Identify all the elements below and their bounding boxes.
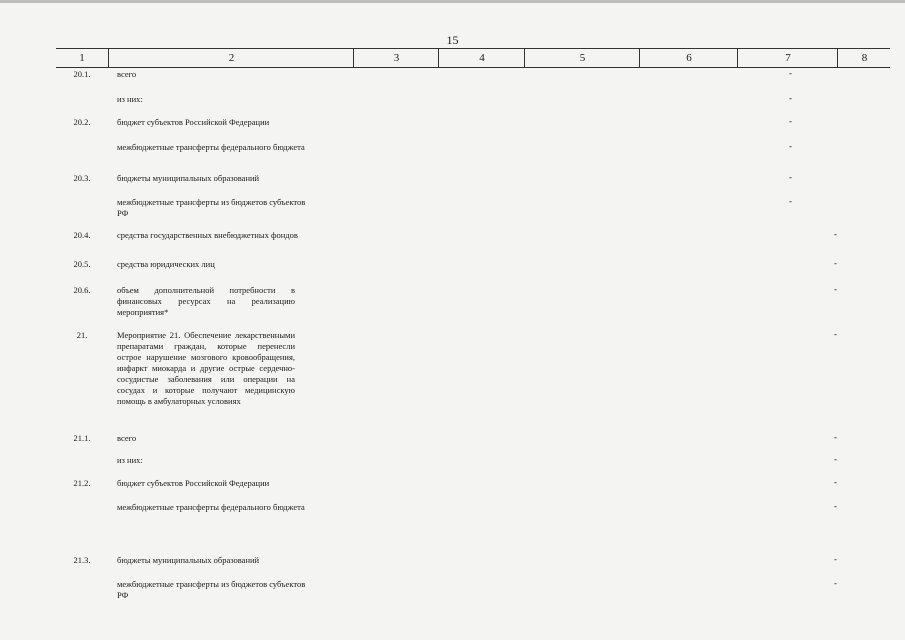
scan-edge (0, 0, 905, 3)
row-value-dash: - (789, 68, 792, 78)
row-value-dash: - (834, 229, 837, 239)
row-label: из них: (117, 94, 143, 104)
row-value-dash: - (834, 329, 837, 339)
row-value-dash: - (834, 578, 837, 588)
table-header (56, 48, 890, 68)
header-col-1: 1 (79, 52, 85, 64)
header-col-6: 6 (639, 49, 738, 67)
row-number: 20.1. (73, 69, 91, 79)
row-value-dash: - (834, 477, 837, 487)
header-col-2: 2 (108, 49, 354, 67)
row-label: бюджет субъектов Российской Федерации (117, 117, 270, 127)
header-col-7: 7 (737, 49, 838, 67)
row-value-dash: - (789, 93, 792, 103)
header-col-5: 5 (524, 49, 640, 67)
row-number: 20.4. (73, 230, 91, 240)
row-number: 20.2. (73, 117, 91, 127)
row-number: 21.3. (73, 555, 91, 565)
row-label: бюджеты муниципальных образований (117, 173, 260, 183)
row-value-dash: - (834, 258, 837, 268)
header-col-3: 3 (353, 49, 439, 67)
row-number: 21. (76, 330, 88, 340)
row-label: средства юридических лиц (117, 259, 215, 269)
row-value-dash: - (834, 554, 837, 564)
row-label: межбюджетные трансферты из бюджетов субъектов РФ (117, 579, 306, 600)
row-value-dash: - (789, 196, 792, 206)
row-value-dash: - (834, 501, 837, 511)
row-number: 20.3. (73, 173, 91, 183)
row-label: объем дополнительной потребности в финансовых ресурсах на реализацию мероприятия* (117, 285, 295, 317)
row-label: всего (117, 433, 137, 443)
row-label: из них: (117, 455, 143, 465)
row-value-dash: - (834, 432, 837, 442)
header-col-8: 8 (837, 49, 891, 67)
page-number: 15 (446, 33, 459, 47)
row-label: межбюджетные трансферты федерального бюджета (117, 502, 305, 512)
row-number: 20.6. (73, 285, 91, 295)
header-col-4: 4 (438, 49, 525, 67)
row-label: межбюджетные трансферты из бюджетов субъектов РФ (117, 197, 306, 218)
row-label: бюджет субъектов Российской Федерации (117, 478, 270, 488)
row-label: бюджеты муниципальных образований (117, 555, 260, 565)
activity-description: Мероприятие 21. Обеспечение лекарственными препаратами граждан, которые перенесли острое нарушение мозгового кровообращения, инфаркт миокарда и другие острые сердечно-сосудистые заболевания или операции на сосудах и которые получают медицинскую помощь в амбулаторных условиях (117, 330, 295, 406)
row-value-dash: - (789, 116, 792, 126)
row-number: 21.2. (73, 478, 91, 488)
row-value-dash: - (834, 284, 837, 294)
row-number: 20.5. (73, 259, 91, 269)
row-value-dash: - (789, 141, 792, 151)
row-number: 21.1. (73, 433, 91, 443)
row-value-dash: - (789, 172, 792, 182)
row-value-dash: - (834, 454, 837, 464)
row-label: средства государственных внебюджетных фондов (117, 230, 298, 240)
row-label: межбюджетные трансферты федерального бюджета (117, 142, 305, 152)
row-label: всего (117, 69, 137, 79)
